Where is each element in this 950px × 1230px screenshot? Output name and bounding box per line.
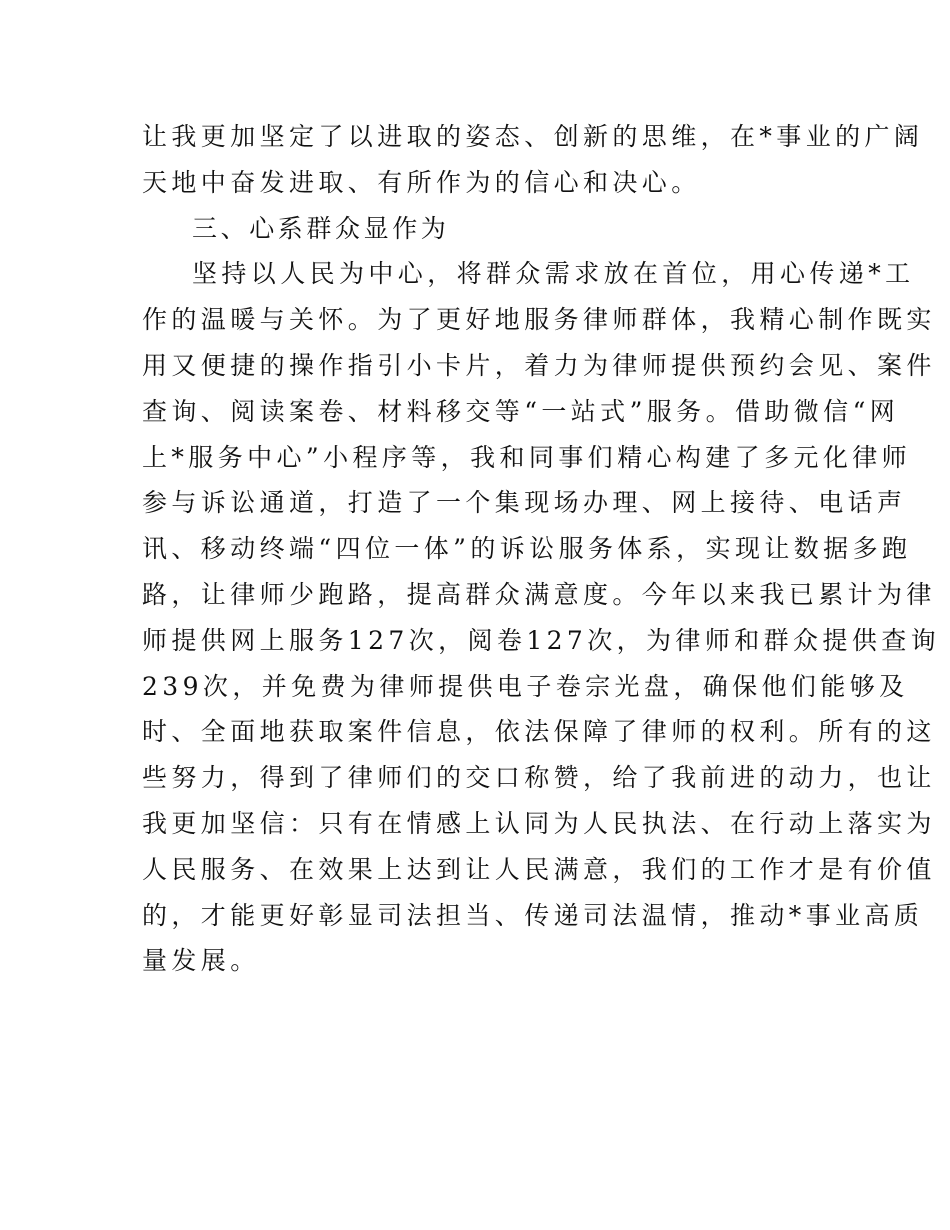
paragraph-line: 讯、移动终端“四位一体”的诉讼服务体系，实现让数据多跑 (142, 534, 912, 564)
paragraph-line: 时、全面地获取案件信息，依法保障了律师的权利。所有的这 (142, 717, 936, 747)
paragraph-line: 参与诉讼通道，打造了一个集现场办理、网上接待、电话声 (142, 488, 907, 518)
section-heading: 三、心系群众显作为 (192, 213, 450, 243)
paragraph-line: 我更加坚信：只有在情感上认同为人民执法、在行动上落实为 (142, 808, 936, 838)
paragraph-line: 查询、阅读案卷、材料移交等“一站式”服务。借助微信“网 (142, 396, 900, 426)
paragraph-line: 用又便捷的操作指引小卡片，着力为律师提供预约会见、案件 (142, 350, 936, 380)
paragraph-line: 作的温暖与关怀。为了更好地服务律师群体，我精心制作既实 (142, 305, 936, 335)
paragraph-line: 239次，并免费为律师提供电子卷宗光盘，确保他们能够及 (142, 671, 909, 701)
paragraph-line: 让我更加坚定了以进取的姿态、创新的思维，在*事业的广阔 (142, 122, 924, 151)
paragraph-line: 量发展。 (142, 946, 260, 976)
paragraph-line: 路，让律师少跑路，提高群众满意度。今年以来我已累计为律 (142, 579, 936, 609)
paragraph-line: 些努力，得到了律师们的交口称赞，给了我前进的动力，也让 (142, 763, 936, 793)
paragraph-line: 天地中奋发进取、有所作为的信心和决心。 (142, 167, 701, 197)
paragraph-line: 坚持以人民为中心，将群众需求放在首位，用心传递*工 (192, 259, 915, 289)
paragraph-line: 上*服务中心”小程序等，我和同事们精心构建了多元化律师 (142, 442, 912, 472)
paragraph-line: 人民服务、在效果上达到让人民满意，我们的工作才是有价值 (142, 854, 936, 884)
paragraph-line: 的，才能更好彰显司法担当、传递司法温情，推动*事业高质 (142, 900, 924, 930)
paragraph-line: 师提供网上服务127次，阅卷127次，为律师和群众提供查询 (142, 625, 941, 655)
